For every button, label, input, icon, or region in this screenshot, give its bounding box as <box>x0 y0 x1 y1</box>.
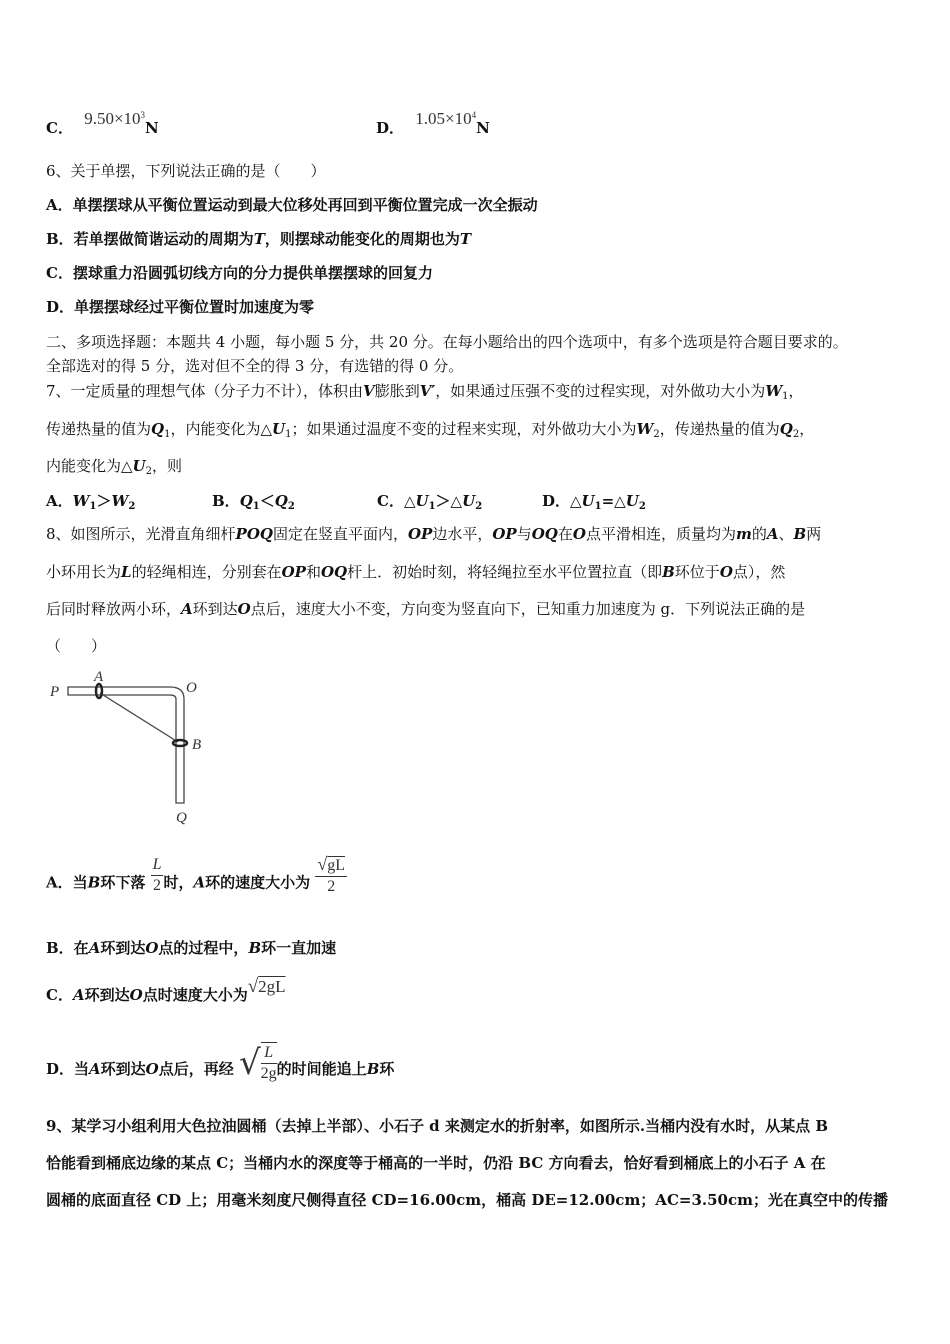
fig-label-p: P <box>50 684 60 700</box>
ring-b <box>173 740 187 746</box>
q7-line3: 内能变化为$\triangle U_2$，则 <box>46 457 183 477</box>
q8-figure <box>40 665 220 830</box>
fig-label-o: O <box>186 680 197 696</box>
q6-option-a: A．单摆摆球从平衡位置运动到最大位移处再回到平衡位置完成一次全振动 <box>46 196 538 214</box>
q8-line3: 后同时释放两小环，A环到达O点后，速度大小不变，方向变为竖直向下，已知重力加速度为 g．下列说法正确的是 <box>46 600 806 618</box>
section2-header-line1: 二、多项选择题：本题共 4 小题，每小题 5 分，共 20 分。在每小题给出的四个选项中，有多个选项是符合题目要求的。 <box>46 333 848 351</box>
q8-line2: 小环用长为L的轻绳相连，分别套在OP和OQ杆上．初始时刻，将轻绳拉至水平位置拉直（即B环位于O点），然 <box>46 563 786 581</box>
q8-option-d: D．当A环到达O点后，再经 √ $\frac{L}{2g}$ 的时间能追上B环 <box>46 1043 395 1083</box>
q9-line3: 圆桶的底面直径 CD 上；用毫米刻度尺侧得直径 CD=16.00cm，桶高 DE=12.00cm；AC=3.50cm；光在真空中的传播 <box>46 1191 888 1209</box>
ring-a <box>96 684 102 698</box>
section2-header-line2: 全部选对的得 5 分，选对但不全的得 3 分，有选错的得 0 分。 <box>46 357 464 375</box>
fig-label-b: B <box>192 737 202 753</box>
q8-option-c: C．A环到达O点时速度大小为√2gL <box>46 976 286 1004</box>
q8-line4: （ ） <box>46 637 107 655</box>
q7-line2: 传递热量的值为$Q_1$，内能变化为$\triangle U_1$；如果通过温度不变的过程来实现，对外做功大小为$W_2$，传递热量的值为$Q_2$， <box>46 420 815 440</box>
q6-option-d: D．单摆摆球经过平衡位置时加速度为零 <box>46 298 315 316</box>
q5-option-d: D． $1.05\times 10^4N$ <box>376 109 490 137</box>
fig-label-q: Q <box>176 810 187 826</box>
q8-line1: 8、如图所示，光滑直角细杆POQ固定在竖直平面内，OP边水平，OP与OQ在O点平滑相连，质量均为m的A、B两 <box>46 525 822 543</box>
q7-option-c: C．$\triangle U_1>\triangle U_2$ <box>377 492 483 512</box>
q8-option-a: A．当B环下落 $\frac{L}{2}$ 时，A环的速度大小为 $\frac{√gL}{2}$ <box>46 854 346 895</box>
q8-option-b: B．在A环到达O点的过程中，B环一直加速 <box>46 939 337 957</box>
q7-option-d: D．$\triangle U_1=\triangle U_2$ <box>542 492 646 512</box>
q7-line1: 7、一定质量的理想气体（分子力不计），体积由V膨胀到V′，如果通过压强不变的过程实现，对外做功大小为$W_1$， <box>46 382 804 402</box>
q9-line2: 恰能看到桶底边缘的某点 C；当桶内水的深度等于桶高的一半时，仍沿 BC 方向看去，恰好看到桶底上的小石子 A 在 <box>46 1154 826 1172</box>
q7-option-a: A．$W_1>W_2$ <box>46 492 136 512</box>
rod-op <box>68 687 184 803</box>
q6-option-c: C．摆球重力沿圆弧切线方向的分力提供单摆摆球的回复力 <box>46 264 433 282</box>
rope-ab <box>100 693 178 742</box>
fig-label-a: A <box>94 669 104 685</box>
q9-line1: 9、某学习小组利用大色拉油圆桶（去掉上半部）、小石子 d 来测定水的折射率，如图所示.当桶内没有水时，从某点 B <box>46 1117 828 1135</box>
q5-option-c: C． $9.50\times 10^3N$ <box>46 109 159 137</box>
q6-stem: 6、关于单摆，下列说法正确的是（ ） <box>46 162 326 180</box>
q7-option-b: B．$Q_1<Q_2$ <box>212 492 295 512</box>
q6-option-b: B．若单摆做简谐运动的周期为T，则摆球动能变化的周期也为T <box>46 230 472 248</box>
